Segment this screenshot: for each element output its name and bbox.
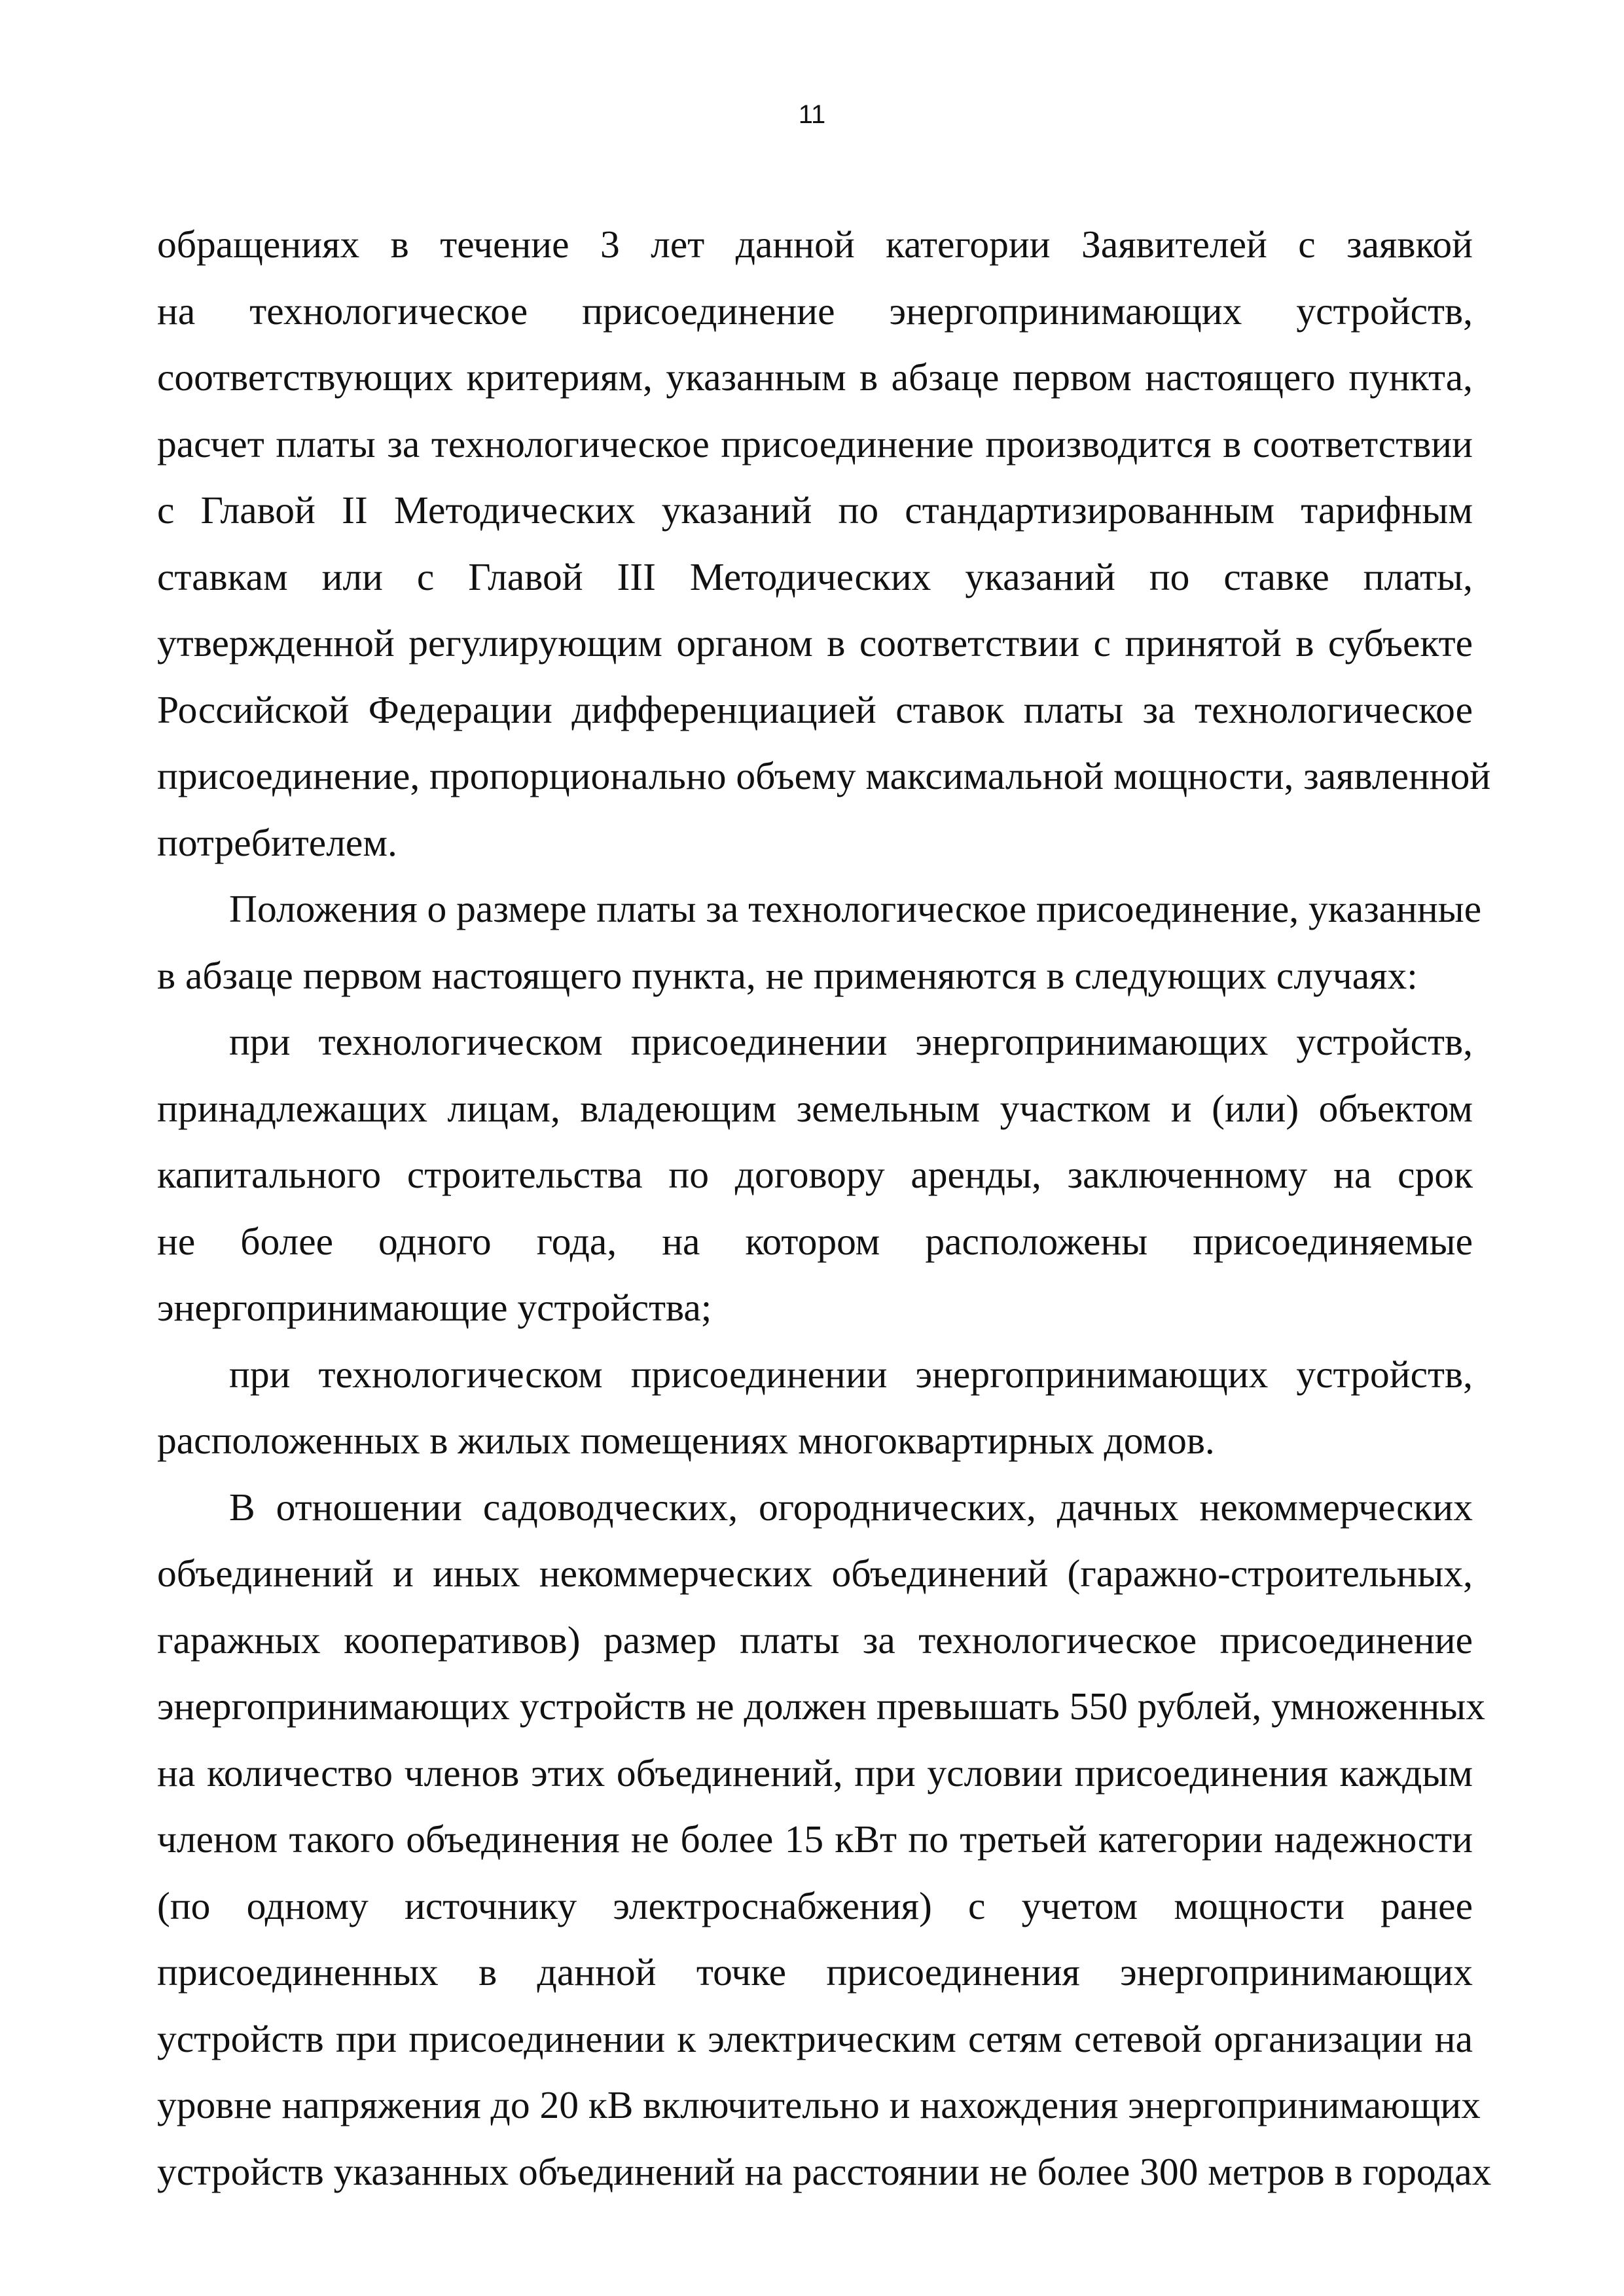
paragraph-1-line-3: соответствующих критериям, указанным в абзаце первом настоящего пункта, xyxy=(157,355,1473,399)
paragraph-1-line-1: обращениях в течение 3 лет данной категории Заявителей с заявкой xyxy=(157,223,1473,266)
paragraph-1-line-10: потребителем. xyxy=(157,820,397,864)
paragraph-3-line-5: энергопринимающие устройства; xyxy=(157,1286,712,1329)
paragraph-5-line-4: энергопринимающих устройств не должен превышать 550 рублей, умноженных xyxy=(157,1685,1486,1728)
paragraph-5-line-11: устройств указанных объединений на расстоянии не более 300 метров в городах xyxy=(157,2149,1492,2193)
paragraph-3-line-1: при технологическом присоединении энергопринимающих устройств, xyxy=(229,1020,1473,1063)
paragraph-1-line-6: ставкам или с Главой III Методических указаний по ставке платы, xyxy=(157,555,1473,598)
paragraph-5-line-3: гаражных кооперативов) размер платы за технологическое присоединение xyxy=(157,1618,1473,1662)
paragraph-3-line-2: принадлежащих лицам, владеющим земельным участком и (или) объектом xyxy=(157,1086,1473,1130)
paragraph-2-line-2: в абзаце первом настоящего пункта, не применяются в следующих случаях: xyxy=(157,953,1418,997)
paragraph-1-line-5: с Главой II Методических указаний по стандартизированным тарифным xyxy=(157,488,1473,532)
paragraph-5-line-5: на количество членов этих объединений, при условии присоединения каждым xyxy=(157,1751,1473,1795)
paragraph-5-line-6: членом такого объединения не более 15 кВт по третьей категории надежности xyxy=(157,1817,1473,1861)
paragraph-5-line-8: присоединенных в данной точке присоединения энергопринимающих xyxy=(157,1950,1473,1994)
paragraph-2-line-1: Положения о размере платы за технологическое присоединение, указанные xyxy=(229,887,1482,930)
page-number: 11 xyxy=(798,100,826,129)
paragraph-5-line-7: (по одному источнику электроснабжения) с учетом мощности ранее xyxy=(157,1884,1473,1927)
paragraph-1-line-9: присоединение, пропорционально объему максимальной мощности, заявленной xyxy=(157,754,1491,797)
paragraph-4-line-1: при технологическом присоединении энергопринимающих устройств, xyxy=(229,1352,1473,1396)
paragraph-5-line-2: объединений и иных некоммерческих объединений (гаражно-строительных, xyxy=(157,1552,1473,1595)
paragraph-1-line-8: Российской Федерации дифференциацией ставок платы за технологическое xyxy=(157,687,1473,731)
paragraph-4-line-2: расположенных в жилых помещениях многоквартирных домов. xyxy=(157,1419,1215,1462)
paragraph-3-line-4: не более одного года, на котором расположены присоединяемые xyxy=(157,1219,1473,1263)
paragraph-1-line-4: расчет платы за технологическое присоединение производится в соответствии xyxy=(157,422,1473,465)
paragraph-5-line-10: уровне напряжения до 20 кВ включительно и нахождения энергопринимающих xyxy=(157,2083,1481,2126)
paragraph-5-line-1: В отношении садоводческих, огороднических, дачных некоммерческих xyxy=(229,1485,1473,1529)
paragraph-3-line-3: капитального строительства по договору аренды, заключенному на срок xyxy=(157,1153,1473,1196)
paragraph-1-line-7: утвержденной регулирующим органом в соответствии с принятой в субъекте xyxy=(157,621,1473,665)
document-body xyxy=(157,211,1492,2205)
paragraph-1-line-2: на технологическое присоединение энергопринимающих устройств, xyxy=(157,289,1473,333)
paragraph-5-line-9: устройств при присоединении к электрическим сетям сетевой организации на xyxy=(157,2016,1473,2060)
